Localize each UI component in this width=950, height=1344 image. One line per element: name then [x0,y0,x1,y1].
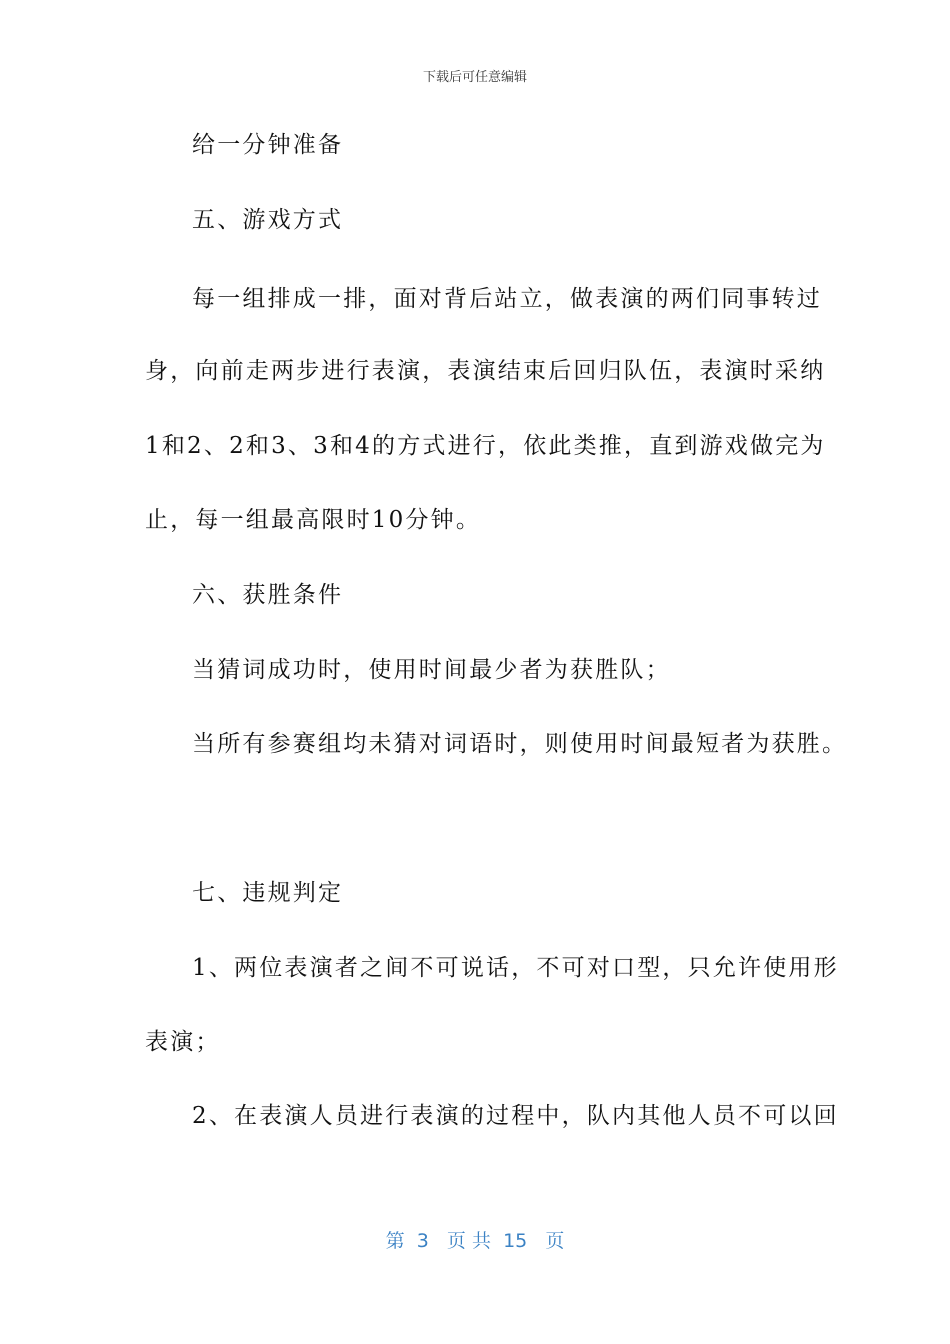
page-header: 下载后可任意编辑 [422,70,527,85]
footer-current-page: 3 [416,1230,429,1252]
text-line-3: 每一组排成一排，面对背后站立，做表演的两们同事转过 [192,286,822,312]
footer-middle: 页 共 [446,1230,491,1252]
page-footer [0,1226,950,1253]
text-line-11: 1、两位表演者之间不可说话，不可对口型，只允许使用形 [192,955,839,981]
section-heading-7: 七、违规判定 [192,880,344,906]
text-line-12: 表演； [145,1029,221,1055]
text-line-6: 止，每一组最高限时10分钟。 [145,507,482,533]
text-line-5: 1和2、2和3、3和4的方式进行，依此类推，直到游戏做完为 [145,433,826,459]
section-heading-6: 六、获胜条件 [192,582,344,608]
footer-suffix: 页 [545,1230,565,1252]
footer-total-pages: 15 [503,1230,528,1252]
text-line-1: 给一分钟准备 [192,132,344,158]
text-line-9: 当所有参赛组均未猜对词语时，则使用时间最短者为获胜。 [192,731,848,757]
footer-prefix: 第 [385,1230,405,1252]
text-line-13: 2、在表演人员进行表演的过程中，队内其他人员不可以回 [192,1103,839,1129]
text-line-4: 身，向前走两步进行表演，表演结束后回归队伍，表演时采纳 [145,358,826,384]
section-heading-5: 五、游戏方式 [192,207,344,233]
text-line-8: 当猜词成功时，使用时间最少者为获胜队； [192,657,671,683]
